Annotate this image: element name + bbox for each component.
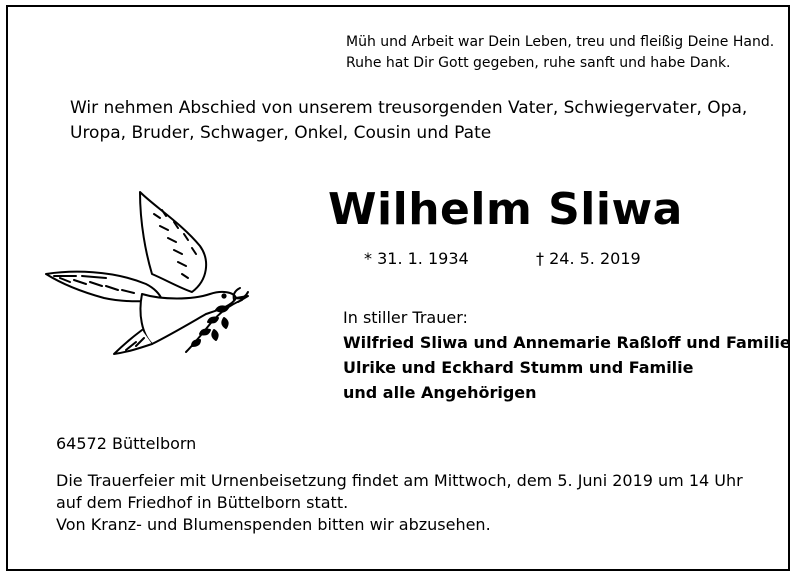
details-line-2: auf dem Friedhof in Büttelborn statt.: [56, 493, 349, 512]
birth-date: * 31. 1. 1934: [364, 249, 469, 268]
quote-line-2: Ruhe hat Dir Gott gegeben, ruhe sanft und habe Dank.: [346, 55, 731, 71]
quote-line-1: Müh und Arbeit war Dein Leben, treu und fleißig Deine Hand.: [346, 34, 775, 50]
farewell-intro: [70, 96, 747, 146]
mourners-heading: In stiller Trauer:: [343, 308, 468, 327]
funeral-details: [56, 470, 743, 536]
deceased-name: Wilhelm Sliwa: [328, 184, 683, 235]
mourner-line-2: Ulrike und Eckhard Stumm und Familie: [343, 358, 694, 377]
place-of-residence: 64572 Büttelborn: [56, 434, 197, 453]
mourners-block: [343, 305, 791, 405]
details-line-3: Von Kranz- und Blumenspenden bitten wir abzusehen.: [56, 515, 491, 534]
mourner-line-1: Wilfried Sliwa und Annemarie Raßloff und Familie: [343, 333, 791, 352]
intro-line-2: Uropa, Bruder, Schwager, Onkel, Cousin und Pate: [70, 123, 492, 143]
mourner-line-3: und alle Angehörigen: [343, 383, 537, 402]
dove-with-olive-branch-icon: [42, 184, 254, 356]
intro-line-1: Wir nehmen Abschied von unserem treusorgenden Vater, Schwiegervater, Opa,: [70, 98, 748, 118]
death-date: † 24. 5. 2019: [536, 249, 641, 268]
memorial-quote: [346, 32, 774, 74]
details-line-1: Die Trauerfeier mit Urnenbeisetzung findet am Mittwoch, dem 5. Juni 2019 um 14 Uhr: [56, 471, 743, 490]
